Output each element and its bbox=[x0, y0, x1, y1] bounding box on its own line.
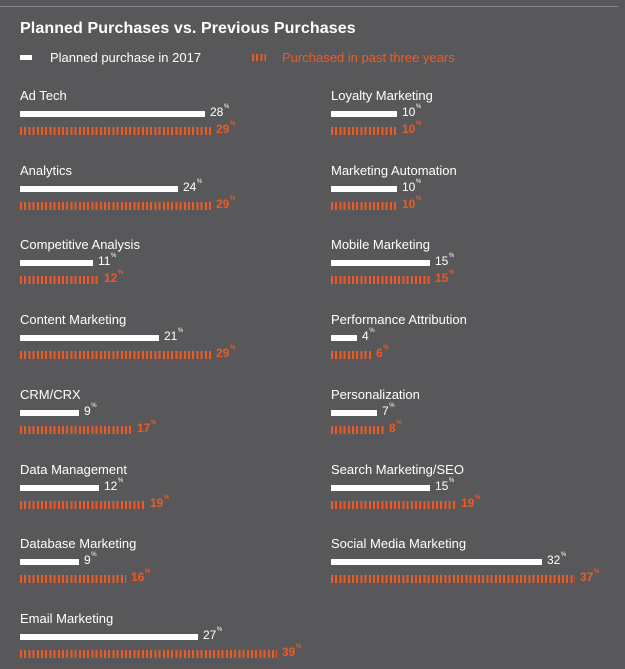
category-label-content-marketing: Content Marketing bbox=[20, 312, 127, 328]
category-label-search-marketing-seo: Search Marketing/SEO bbox=[331, 461, 464, 477]
past-bar-crm-crx bbox=[20, 426, 132, 434]
category-label-loyalty-marketing: Loyalty Marketing bbox=[331, 88, 433, 103]
planned-value-personalization: 7% bbox=[382, 402, 395, 418]
category-analytics bbox=[20, 162, 236, 211]
planned-value-database-marketing: 9% bbox=[84, 552, 97, 568]
planned-value-data-management: 12% bbox=[104, 477, 124, 493]
past-value-analytics: 29% bbox=[216, 195, 236, 211]
legend-planned-swatch bbox=[20, 55, 32, 60]
planned-value-email-marketing: 27% bbox=[203, 626, 223, 642]
category-label-personalization: Personalization bbox=[331, 386, 420, 402]
chart-title: Planned Purchases vs. Previous Purchases bbox=[20, 20, 356, 37]
past-value-crm-crx: 17% bbox=[137, 419, 157, 435]
category-label-data-management: Data Management bbox=[20, 461, 127, 477]
category-social-media-marketing bbox=[331, 536, 600, 585]
planned-bar-performance-attribution bbox=[331, 335, 357, 341]
planned-value-content-marketing: 21% bbox=[164, 328, 184, 344]
past-bar-personalization bbox=[331, 426, 384, 434]
past-bar-email-marketing bbox=[20, 650, 277, 658]
planned-bar-crm-crx bbox=[20, 410, 79, 416]
category-database-marketing bbox=[20, 536, 151, 585]
category-performance-attribution bbox=[331, 312, 467, 361]
planned-bar-content-marketing bbox=[20, 335, 159, 341]
category-crm-crx bbox=[20, 386, 157, 435]
past-value-ad-tech: 29% bbox=[216, 121, 236, 136]
category-label-mobile-marketing: Mobile Marketing bbox=[331, 237, 430, 253]
planned-bar-marketing-automation bbox=[331, 186, 397, 192]
planned-value-social-media-marketing: 32% bbox=[547, 552, 567, 568]
planned-value-competitive-analysis: 11% bbox=[98, 253, 117, 269]
legend-past bbox=[252, 50, 455, 65]
top-divider bbox=[0, 6, 618, 7]
planned-bar-competitive-analysis bbox=[20, 260, 93, 266]
planned-bar-database-marketing bbox=[20, 559, 79, 565]
past-bar-search-marketing-seo bbox=[331, 501, 456, 509]
category-label-crm-crx: CRM/CRX bbox=[20, 386, 81, 402]
planned-bar-loyalty-marketing bbox=[331, 111, 397, 117]
planned-bar-social-media-marketing bbox=[331, 559, 542, 565]
planned-value-search-marketing-seo: 15% bbox=[435, 477, 455, 493]
past-value-content-marketing: 29% bbox=[216, 345, 236, 361]
past-value-search-marketing-seo: 19% bbox=[461, 494, 481, 510]
past-bar-content-marketing bbox=[20, 351, 211, 359]
past-value-loyalty-marketing: 10% bbox=[402, 121, 422, 136]
past-value-data-management: 19% bbox=[150, 494, 170, 510]
planned-bar-search-marketing-seo bbox=[331, 485, 430, 491]
category-label-competitive-analysis: Competitive Analysis bbox=[20, 237, 140, 253]
past-value-social-media-marketing: 37% bbox=[580, 569, 600, 585]
past-bar-competitive-analysis bbox=[20, 276, 99, 284]
past-bar-marketing-automation bbox=[331, 202, 397, 210]
planned-bar-data-management bbox=[20, 485, 99, 491]
legend-past-swatch bbox=[252, 54, 266, 61]
past-bar-social-media-marketing bbox=[331, 575, 575, 583]
category-label-social-media-marketing: Social Media Marketing bbox=[331, 536, 467, 552]
category-label-performance-attribution: Performance Attribution bbox=[331, 312, 467, 328]
past-value-email-marketing: 39% bbox=[282, 643, 302, 659]
past-value-marketing-automation: 10% bbox=[402, 195, 422, 211]
category-label-email-marketing: Email Marketing bbox=[20, 610, 114, 626]
planned-bar-analytics bbox=[20, 186, 178, 192]
category-competitive-analysis bbox=[20, 237, 140, 286]
category-mobile-marketing bbox=[331, 237, 455, 286]
past-bar-performance-attribution bbox=[331, 351, 371, 359]
past-bar-data-management bbox=[20, 501, 145, 509]
legend-planned bbox=[20, 50, 201, 65]
planned-value-marketing-automation: 10% bbox=[402, 178, 422, 194]
planned-bar-mobile-marketing bbox=[331, 260, 430, 266]
category-label-ad-tech: Ad Tech bbox=[20, 88, 67, 103]
planned-value-ad-tech: 28% bbox=[210, 104, 230, 119]
past-value-competitive-analysis: 12% bbox=[104, 270, 124, 286]
planned-bar-ad-tech bbox=[20, 111, 205, 117]
past-value-personalization: 8% bbox=[389, 419, 402, 435]
past-bar-loyalty-marketing bbox=[331, 127, 397, 135]
planned-value-performance-attribution: 4% bbox=[362, 328, 375, 344]
planned-value-analytics: 24% bbox=[183, 178, 203, 194]
category-personalization bbox=[331, 386, 420, 435]
category-label-database-marketing: Database Marketing bbox=[20, 536, 137, 552]
past-value-database-marketing: 16% bbox=[131, 569, 151, 585]
category-data-management bbox=[20, 461, 170, 510]
past-bar-analytics bbox=[20, 202, 211, 210]
legend-past-label: Purchased in past three years bbox=[282, 50, 455, 65]
past-value-mobile-marketing: 15% bbox=[435, 270, 455, 286]
category-ad-tech bbox=[20, 88, 236, 136]
legend-planned-label: Planned purchase in 2017 bbox=[50, 50, 202, 65]
planned-value-loyalty-marketing: 10% bbox=[402, 104, 422, 119]
category-search-marketing-seo bbox=[331, 461, 481, 510]
past-value-performance-attribution: 6% bbox=[376, 345, 389, 361]
past-bar-mobile-marketing bbox=[331, 276, 430, 284]
planned-bar-personalization bbox=[331, 410, 377, 416]
past-bar-database-marketing bbox=[20, 575, 126, 583]
past-bar-ad-tech bbox=[20, 127, 211, 135]
category-label-marketing-automation: Marketing Automation bbox=[331, 162, 457, 178]
planned-value-mobile-marketing: 15% bbox=[435, 253, 455, 269]
category-email-marketing bbox=[20, 610, 302, 659]
category-content-marketing bbox=[20, 312, 236, 361]
category-marketing-automation bbox=[331, 162, 457, 211]
category-loyalty-marketing bbox=[331, 88, 433, 136]
planned-value-crm-crx: 9% bbox=[84, 402, 97, 418]
category-label-analytics: Analytics bbox=[20, 162, 73, 178]
planned-bar-email-marketing bbox=[20, 634, 198, 640]
